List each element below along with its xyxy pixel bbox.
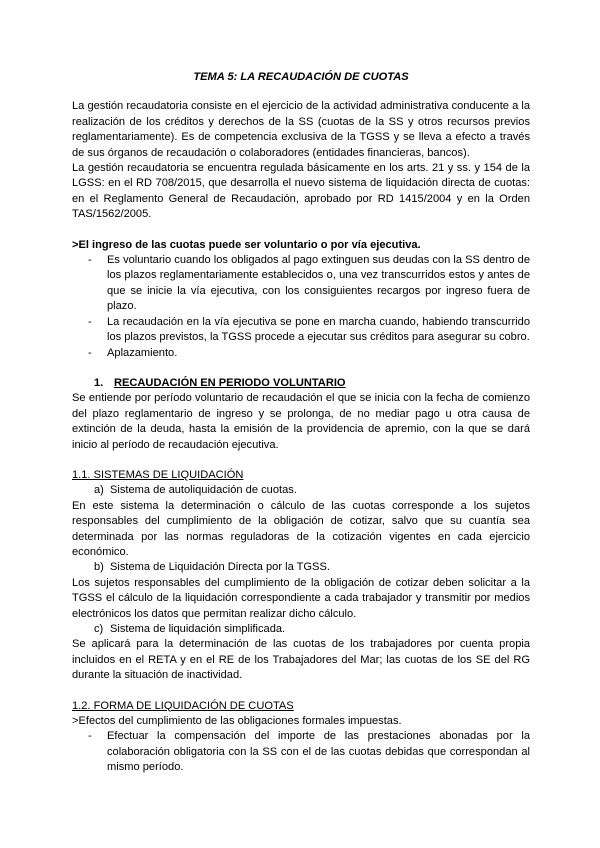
section-1-heading xyxy=(72,376,530,391)
section-1-2-title: 1.2. FORMA DE LIQUIDACIÓN DE CUOTAS xyxy=(72,699,294,712)
section-1-number: 1. xyxy=(94,376,104,389)
section-1-1-c-label: Sistema de liquidación simplificada. xyxy=(110,623,286,635)
section-1-text: Se entiende por período voluntario de recaudación el que se inicia con la fecha de comienzo del plazo reglamentario de ingreso y se prolonga, de no mediar pago u otra causa de extinción de la deuda, hasta la emisión de la providencia de apremio, con la que se dará inicio al período de recaudación ejecutiva. xyxy=(72,392,530,451)
intro-paragraph-2: La gestión recaudatoria se encuentra regulada básicamente en los arts. 21 y ss. y 154 de la LGSS: en el RD 708/2015, que desarrolla el nuevo sistema de liquidación directa de cuotas: en el Reglamento General de Recaudación, aprobado por RD 1415/2004 y en la Orden TAS/1562/2005. xyxy=(72,162,530,221)
document-title: TEMA 5: LA RECAUDACIÓN DE CUOTAS xyxy=(193,71,409,83)
section-1-2-intro: >Efectos del cumplimiento de las obligaciones formales impuestas. xyxy=(72,715,402,728)
section-1-1-b-text: Los sujetos responsables del cumplimiento de la obligación de cotizar deben solicitar a la TGSS el cálculo de la liquidación correspondiente a cada trabajador y transmitir por medios electrónicos los datos que permitan realizar dicho cálculo. xyxy=(72,576,530,620)
section-1-1-a-label: Sistema de autoliquidación de cuotas. xyxy=(110,484,297,497)
section-1-1-title: 1.1. SISTEMAS DE LIQUIDACIÓN xyxy=(72,468,244,481)
section-1-1-c-letter: c) xyxy=(94,623,104,635)
ingreso-heading: >El ingreso de las cuotas puede ser voluntario o por vía ejecutiva. xyxy=(72,238,421,251)
section-1-1-c-text: Se aplicará para la determinación de las cuotas de los trabajadores por cuenta propia incluidos en el RETA y en el RE de los Trabajadores del Mar; las cuotas de los SE del RG durante la situación de inactividad. xyxy=(72,638,530,682)
intro-paragraph-1: La gestión recaudatoria consiste en el ejercicio de la actividad administrativa conducente a la realización de los créditos y derechos de la SS (cuotas de la SS y otros recursos previos reglamentariamente). Es de competencia exclusiva de la TGSS y se lleva a efecto a través de sus órganos de recaudación o colaboradores (entidades financieras, bancos). xyxy=(72,100,530,159)
section-1-1-a-text: En este sistema la determinación o cálculo de las cuotas corresponde a los sujetos responsables del cumplimiento de la obligación de cotizar, salvo que su cuantía sea determinada por las normas reguladoras de la cotización vigentes en cada ejercicio económico. xyxy=(72,499,530,558)
section-1-1-b-label: Sistema de Liquidación Directa por la TGSS. xyxy=(110,561,330,574)
section-1-1-c-heading xyxy=(72,622,530,637)
document-page xyxy=(72,70,530,776)
list-item: - Es voluntario cuando los obligados al pago extinguen sus deudas con la SS dentro de los plazos reglamentariamente establecidos o, una vez transcurridos estos y antes de que se inicie la vía ejecutiva, con los consiguientes recargos por ingreso fuera de plazo. xyxy=(72,253,530,315)
section-1-2-list xyxy=(72,729,530,775)
section-1-1-b-heading xyxy=(72,560,530,575)
section-1-1-a-letter: a) xyxy=(94,484,104,497)
section-1-1-a-heading xyxy=(72,483,530,498)
section-1-title: RECAUDACIÓN EN PERIODO VOLUNTARIO xyxy=(114,376,346,389)
ingreso-list xyxy=(72,253,530,361)
list-item: - Efectuar la compensación del importe de las prestaciones abonadas por la colaboración obligatoria con la SS con el de las cuotas debidas que correspondan al mismo período. xyxy=(72,729,530,775)
list-item: - Aplazamiento. xyxy=(72,346,530,361)
list-item: - La recaudación en la vía ejecutiva se pone en marcha cuando, habiendo transcurrido los plazos previstos, la TGSS procede a ejecutar sus créditos para asegurar su cobro. xyxy=(72,315,530,346)
section-1-1-b-letter: b) xyxy=(94,561,104,574)
